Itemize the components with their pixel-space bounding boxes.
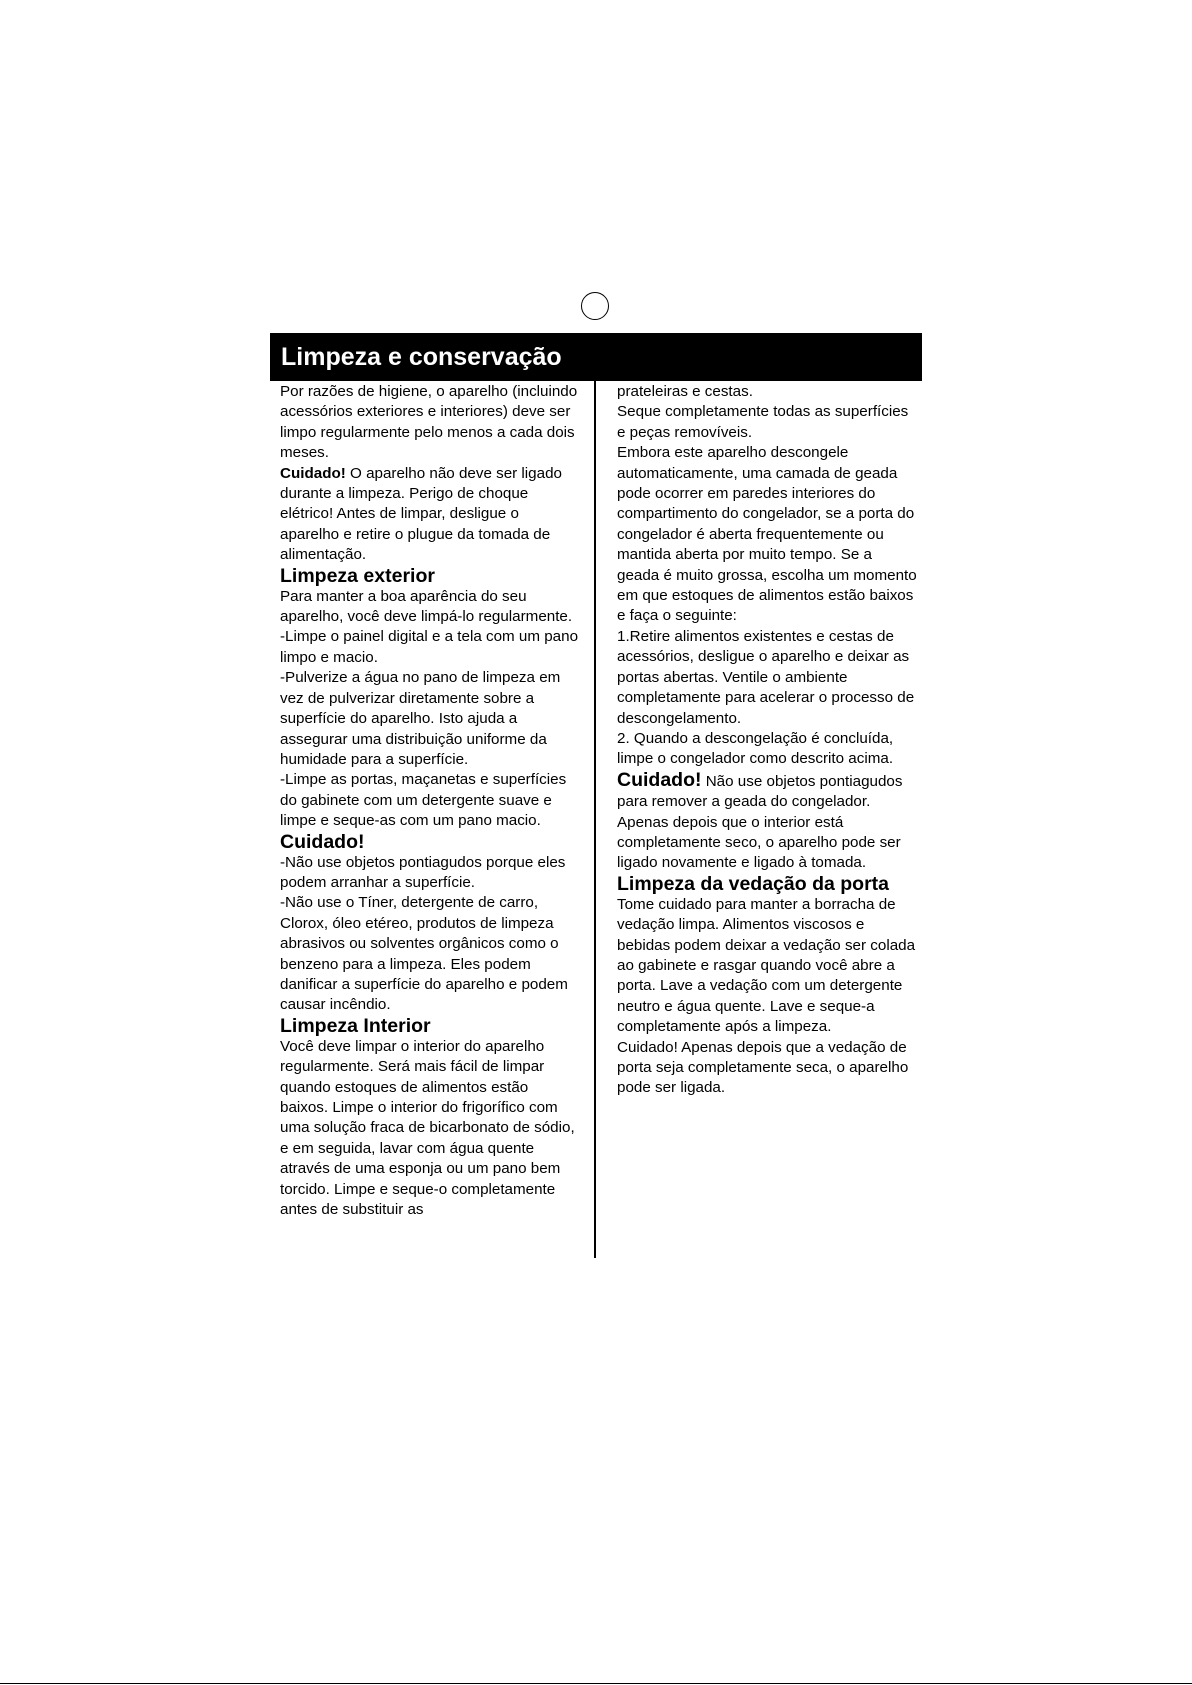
- exterior-paragraph-1: Para manter a boa aparência do seu aparelho, você deve limpá-lo regularmente.: [280, 587, 573, 626]
- caution-item-1: -Não use objetos pontiagudos porque eles podem arranhar a superfície.: [280, 853, 566, 891]
- right-column: [617, 382, 917, 1099]
- right-paragraph-3: Embora este aparelho descongele automaticamente, uma camada de geada pode ocorrer em paredes interiores do compartimento do congelador, se a porta do congelador é aberta frequentemente ou mantida aberta por muito tempo. Se a geada é muito grossa, escolha um momento em que estoques de alimentos estão baixos e faça o seguinte:: [617, 444, 917, 625]
- exterior-paragraph-4: -Limpe as portas, maçanetas e superfícies do gabinete com um detergente suave e limpe e seque-as com um pano macio.: [280, 771, 567, 830]
- door-seal-paragraph-2: Cuidado! Apenas depois que a vedação de porta seja completamente seca, o aparelho pode ser ligada.: [617, 1038, 909, 1097]
- interior-paragraph: Você deve limpar o interior do aparelho regularmente. Será mais fácil de limpar quando estoques de alimentos estão baixos. Limpe o interior do frigorífico com uma solução fraca de bicarbonato de sódio, e em seguida, lavar com água quente através de uma esponja ou um pano bem torcido. Limpe e seque-o completamente antes de substituir as: [280, 1037, 575, 1219]
- defrost-step-2: 2. Quando a descongelação é concluída, limpe o congelador como descrito acima.: [617, 729, 894, 768]
- caution-defrost-text: Não use objetos pontiagudos para remover a geada do congelador. Apenas depois que o interior está completamente seco, o aparelho pode ser ligado novamente e ligado à tomada.: [617, 772, 903, 872]
- caution-text: O aparelho não deve ser ligado durante a limpeza. Perigo de choque elétrico! Antes de limpar, desligue o aparelho e retire o plugue da tomada de alimentação.: [280, 464, 562, 564]
- intro-paragraph: Por razões de higiene, o aparelho (incluindo acessórios exteriores e interiores) deve ser limpo regularmente pelo menos a cada dois meses.: [280, 383, 578, 462]
- page-marker-circle: [581, 292, 609, 320]
- exterior-paragraph-3: -Pulverize a água no pano de limpeza em vez de pulverizar diretamente sobre a superfície do aparelho. Isto ajuda a assegurar uma distribuição uniforme da humidade para a superfície.: [280, 669, 561, 768]
- caution-paragraph: [280, 464, 580, 566]
- defrost-step-1: 1.Retire alimentos existentes e cestas de acessórios, desligue o aparelho e deixar as portas abertas. Ventile o ambiente completamente para acelerar o processo de descongelamento.: [617, 627, 915, 727]
- door-seal-paragraph-1: Tome cuidado para manter a borracha de vedação limpa. Alimentos viscosos e bebidas podem deixar a vedação ser colada ao gabinete e rasgar quando você abre a porta. Lave a vedação com um detergente neutro e água quente. Lave e seque-a completamente após a limpeza.: [617, 895, 916, 1036]
- heading-interior-cleaning: Limpeza Interior: [280, 1014, 431, 1037]
- caution-label: Cuidado!: [280, 464, 346, 482]
- section-title-bar: [270, 333, 922, 381]
- caution-defrost-paragraph: [617, 770, 917, 874]
- column-divider: [594, 381, 596, 1258]
- heading-exterior-cleaning: Limpeza exterior: [280, 564, 435, 587]
- exterior-paragraph-2: -Limpe o painel digital e a tela com um pano limpo e macio.: [280, 628, 579, 666]
- right-paragraph-2: Seque completamente todas as superfícies e peças removíveis.: [617, 403, 909, 441]
- bottom-rule: [0, 1683, 1192, 1684]
- heading-door-seal-cleaning: Limpeza da vedação da porta: [617, 872, 890, 895]
- section-title: Limpeza e conservação: [281, 343, 562, 371]
- caution-defrost-label: Cuidado!: [617, 768, 702, 791]
- right-paragraph-1: prateleiras e cestas.: [617, 383, 753, 400]
- caution-item-2: -Não use o Tíner, detergente de carro, Clorox, óleo etéreo, produtos de limpeza abrasivos ou solventes orgânicos como o benzeno para a limpeza. Eles podem danificar a superfície do aparelho e podem causar incêndio.: [280, 894, 568, 1014]
- heading-caution: Cuidado!: [280, 830, 365, 853]
- left-column: [280, 382, 580, 1220]
